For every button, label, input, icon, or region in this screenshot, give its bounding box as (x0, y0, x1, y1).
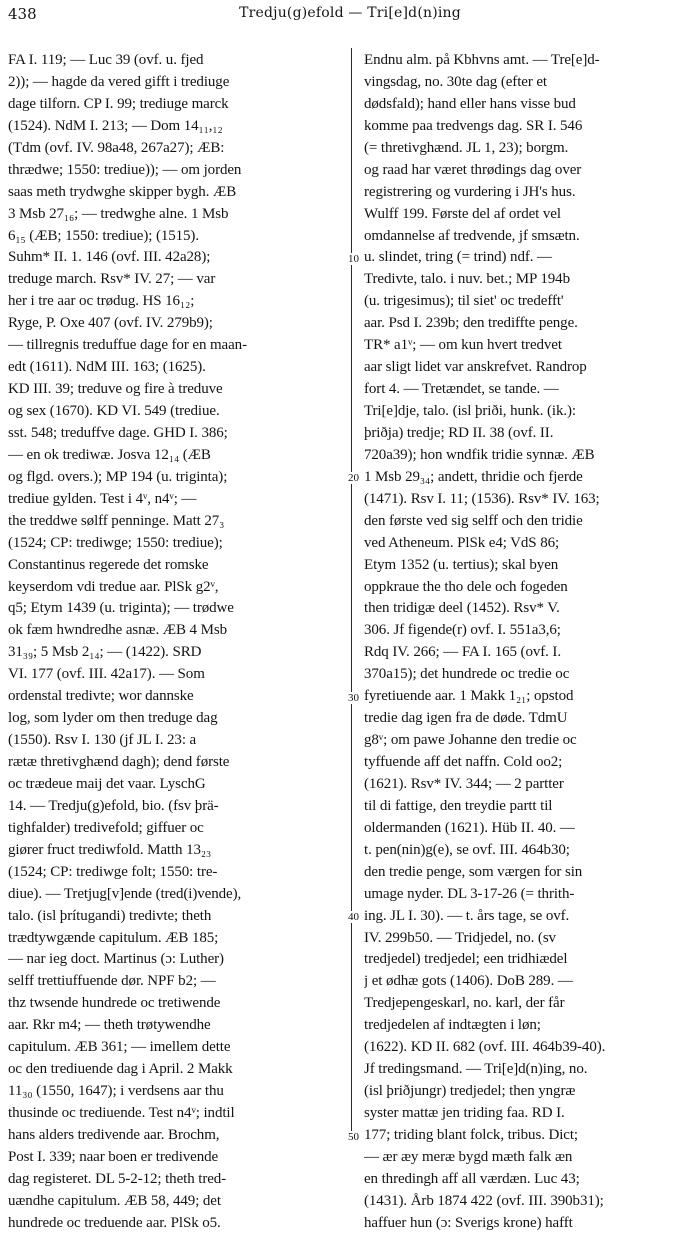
text-line: g8ᵛ; om pawe Johanne den tredie oc (364, 732, 577, 749)
left-column (8, 50, 344, 1235)
text-line: haffuer hun (ɔ: Sverigs krone) hafft (364, 1214, 573, 1231)
text-line: tredie dag igen fra de døde. TdmU (364, 710, 568, 727)
text-line: tighfalder) tredivefold; giffuer oc (8, 819, 204, 836)
text-line: vingsdag, no. 30te dag (efter et (364, 73, 547, 90)
text-line: tredjedelen af indtægten i løn; (364, 1017, 541, 1034)
text-line: ordenstal tredivte; wor dannske (8, 688, 194, 705)
text-line: thz twsende hundrede oc tretiwende (8, 995, 221, 1012)
line-number: 20 (348, 472, 359, 485)
line-number: 40 (348, 911, 359, 924)
text-line: aar sligt lidet var anskrefvet. Randrop (364, 359, 587, 376)
text-line: 11₃₀ (1550, 1647); i verdsens aar thu (8, 1083, 224, 1100)
text-line: capitulum. ÆB 361; — imellem dette (8, 1039, 231, 1056)
column-divider (351, 48, 352, 1138)
text-line: 6₁₅ (ÆB; 1550: trediue); (1515). (8, 227, 199, 244)
text-line: (u. trigesimus); til siet' oc tredefft' (364, 293, 564, 310)
text-line: oc trædeue maij det vaar. LyschG (8, 775, 206, 792)
text-line: dag registeret. DL 5-2-12; theth tred- (8, 1170, 227, 1187)
right-column (364, 50, 698, 1235)
text-line: oppkraue the tho dele och fogeden (364, 578, 568, 595)
running-title: Tredju(g)efold — Tri[e]d(n)ing (239, 5, 461, 21)
text-line: oldermanden (1621). Hüb II. 40. — (364, 819, 575, 836)
text-line: (1524). NdM I. 213; — Dom 14₁₁,₁₂ (8, 117, 223, 134)
text-line: hundrede oc treduende aar. PlSk o5. (8, 1214, 221, 1231)
text-line: (isl þriðjungr) tredjedel; then yngræ (364, 1083, 576, 1100)
text-line: trædtywgænde capitulum. ÆB 185; (8, 929, 219, 946)
page-header (0, 3, 700, 25)
text-line: 306. Jf figende(r) ovf. I. 551a3,6; (364, 622, 561, 639)
text-line: oc den trediuende dag i April. 2 Makk (8, 1061, 233, 1078)
text-line: Wulff 199. Første del af ordet vel (364, 205, 561, 222)
text-line: keyserdom vdi tredue aar. PlSk g2ᵛ, (8, 578, 219, 595)
text-line: KD III. 39; treduve og fire à treduve (8, 381, 223, 398)
text-line: tyffuende aff det naffn. Cold oo2; (364, 754, 563, 770)
text-line: hans alders tredivende aar. Brochm, (8, 1126, 220, 1143)
text-line: (1621). Rsv* IV. 344; — 2 partter (364, 775, 564, 792)
text-line: aar. Psd I. 239b; den trediffte penge. (364, 315, 578, 332)
text-line: q5; Etym 1439 (u. triginta); — trødwe (8, 600, 234, 617)
text-line: talo. (isl þrítugandi) tredivte; theth (8, 907, 212, 924)
text-line: omdannelse af tredvende, jf smsætn. (364, 227, 580, 244)
text-line: syster mattæ jen triding faa. RD I. (364, 1105, 565, 1121)
text-line: diue). — Tretjug[v]ende (tred(i)vende), (8, 885, 242, 902)
line-number: 10 (348, 252, 359, 265)
text-line: den første ved sig selff och den tridie (364, 512, 583, 529)
text-line: (1524; CP: trediwge folt; 1550: tre- (8, 863, 218, 880)
text-line: u. slindet, tring (= trind) ndf. — (364, 249, 552, 266)
text-line: (Tdm (ovf. IV. 98a48, 267a27); ÆB: (8, 139, 225, 156)
text-line: — tillregnis treduffue dage for en maan- (8, 337, 247, 354)
text-line: trediue gylden. Test i 4ᵛ, n4ᵛ; — (8, 490, 197, 507)
text-line: Tredivte, talo. i nuv. bet.; MP 194b (364, 271, 570, 288)
text-line: registrering og vurdering i JH's hus. (364, 183, 576, 200)
text-line: t. pen(nin)g(e), se ovf. III. 464b30; (364, 841, 570, 858)
text-line: treduge march. Rsv* IV. 27; — var (8, 271, 216, 288)
text-line: (1471). Rsv I. 11; (1536). Rsv* IV. 163; (364, 490, 600, 507)
text-line: en thredingh aff all værdæn. Luc 43; (364, 1170, 580, 1187)
text-line: log, som lyder om then treduge dag (8, 710, 218, 727)
text-line: 14. — Tredju(g)efold, bio. (fsv þrä- (8, 797, 219, 814)
text-line: aar. Rkr m4; — theth trøtywendhe (8, 1017, 211, 1034)
text-line: Constantinus regerede det romske (8, 556, 209, 573)
text-line: Endnu alm. på Kbhvns amt. — Tre[e]d- (364, 52, 600, 68)
text-line: giører fruct trediwfold. Matth 13₂₃ (8, 841, 212, 858)
text-line: Ryge, P. Oxe 407 (ovf. IV. 279b9); (8, 315, 213, 332)
text-line: (1524; CP: trediwge; 1550: trediue); (8, 534, 223, 551)
text-line: — nar ieg doct. Martinus (ɔ: Luther) (8, 951, 224, 968)
text-line: sst. 548; treduffve dage. GHD I. 386; (8, 424, 228, 441)
text-line: TR* a1ᵛ; — om kun hvert tredvet (364, 337, 562, 354)
text-line: 370a15); det hundrede oc tredie oc (364, 666, 570, 683)
text-line: the treddwe sølff penninge. Matt 27₃ (8, 512, 225, 529)
text-line: fort 4. — Tretændet, se tande. — (364, 381, 559, 398)
text-line: þriðja) tredje; RD II. 38 (ovf. II. (364, 424, 554, 441)
text-line: (1431). Årb 1874 422 (ovf. III. 390b31); (364, 1192, 604, 1209)
text-line: dødsfald); hand eller hans visse bud (364, 95, 576, 112)
text-line: thrædwe; 1550: trediue)); — om jorden (8, 161, 242, 178)
text-line: ved Atheneum. PlSk e4; VdS 86; (364, 534, 560, 551)
text-line: og flgd. overs.); MP 194 (u. triginta); (8, 468, 228, 485)
text-line: Jf tredingsmand. — Tri[e]d(n)ing, no. (364, 1061, 588, 1078)
line-number: 50 (348, 1130, 359, 1143)
text-line: ing. JL I. 30). — t. års tage, se ovf. (364, 907, 570, 924)
text-line: selff trettiuffuende dør. NPF b2; — (8, 973, 216, 990)
text-line: edt (1611). NdM III. 163; (1625). (8, 359, 206, 376)
text-line: Tri[e]dje, talo. (isl þriði, hunk. (ik.): (364, 403, 576, 419)
text-line: ok fæm hwndredhe asnæ. ÆB 4 Msb (8, 622, 227, 639)
text-line: 1 Msb 29₃₄; andett, thridie och fjerde (364, 468, 583, 485)
text-line: 720a39); hon wndfik tridie synnæ. ÆB (364, 446, 595, 463)
text-line: VI. 177 (ovf. III. 42a17). — Som (8, 666, 205, 683)
text-line: (1622). KD II. 682 (ovf. III. 464b39-40). (364, 1039, 606, 1056)
text-line: thusinde oc trediuende. Test n4ᵛ; indtil (8, 1105, 235, 1121)
text-line: 177; triding blant folck, tribus. Dict; (364, 1126, 578, 1143)
text-line: 3 Msb 27₁₆; — tredwghe alne. 1 Msb (8, 205, 229, 222)
text-line: uændhe capitulum. ÆB 58, 449; det (8, 1192, 221, 1209)
text-line: IV. 299b50. — Tridjedel, no. (sv (364, 929, 556, 946)
text-line: 31₃₉; 5 Msb 2₁₄; — (1422). SRD (8, 644, 202, 661)
text-line: saas meth trydwghe skipper bygh. ÆB (8, 183, 237, 200)
text-line: (= thretivghænd. JL 1, 23); borgm. (364, 139, 569, 156)
text-line: Etym 1352 (u. tertius); skal byen (364, 556, 559, 573)
text-line: fyretiuende aar. 1 Makk 1₂₁; opstod (364, 688, 574, 705)
text-line: j et ødhæ gots (1406). DoB 289. — (364, 973, 573, 990)
text-line: dage tilforn. CP I. 99; trediuge marck (8, 95, 229, 112)
page-number: 438 (8, 5, 37, 23)
text-line: — en ok trediwæ. Josva 12₁₄ (ÆB (8, 446, 211, 463)
text-line: 2)); — hagde da vered gifft i trediuge (8, 73, 230, 90)
text-line: tredjedel) tredjedel; een tridhiædel (364, 951, 568, 968)
line-number: 30 (348, 691, 359, 704)
text-line: Rdq IV. 266; — FA I. 165 (ovf. I. (364, 644, 561, 661)
text-line: den tredie penge, som værgen for sin (364, 863, 583, 880)
text-line: FA I. 119; — Luc 39 (ovf. u. fjed (8, 52, 204, 68)
text-line: og raad har været thrødings dag over (364, 161, 582, 178)
text-line: — ær æy meræ bygd mæth falk æn (364, 1148, 573, 1165)
text-line: Tredjepengeskarl, no. karl, der får (364, 995, 565, 1012)
text-line: og sex (1670). KD VI. 549 (trediue. (8, 403, 220, 419)
text-line: til di fattige, den treydie partt til (364, 797, 553, 814)
text-line: rætæ thretivghænd dagh); dend første (8, 754, 230, 770)
text-line: komme paa tredvengs dag. SR I. 546 (364, 117, 583, 134)
text-line: (1550). Rsv I. 130 (jf JL I. 23: a (8, 732, 197, 749)
text-line: her i tre aar oc trødug. HS 16₁₂; (8, 293, 195, 310)
text-line: Post I. 339; naar boen er tredivende (8, 1148, 219, 1165)
text-line: umage nyder. DL 3-17-26 (= thrith- (364, 885, 575, 902)
text-line: then tridigæ deel (1452). Rsv* V. (364, 600, 560, 617)
text-line: Suhm* II. 1. 146 (ovf. III. 42a28); (8, 249, 211, 266)
